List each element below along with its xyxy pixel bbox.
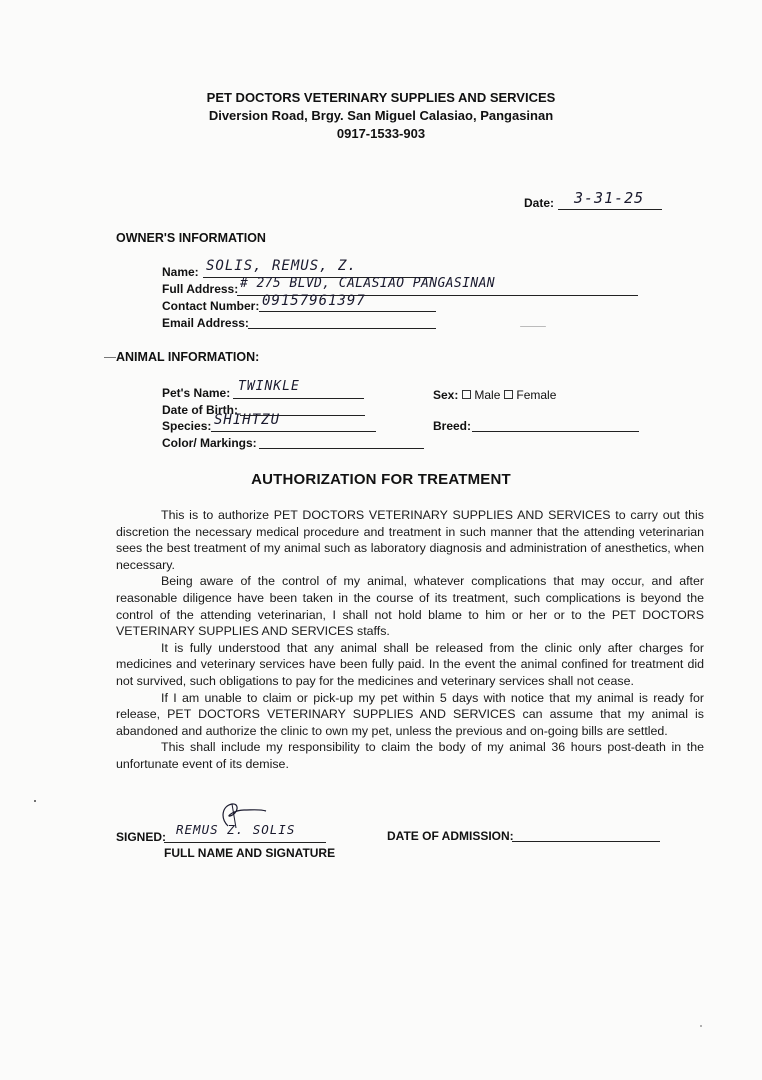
species-value: SHIHTZU — [214, 412, 281, 428]
pet-name-label: Pet's Name: — [162, 386, 231, 400]
owner-name-value: SOLIS, REMUS, Z. — [206, 258, 357, 274]
species-label: Species: — [162, 419, 212, 433]
sex-female-label: Female — [516, 388, 557, 402]
owner-email-label: Email Address: — [162, 316, 249, 330]
scan-speck — [520, 326, 546, 327]
color-label: Color/ Markings: — [162, 436, 257, 450]
signed-value: REMUS Z. SOLIS — [176, 822, 296, 837]
male-checkbox[interactable] — [462, 390, 471, 399]
clinic-address: Diversion Road, Brgy. San Miguel Calasiao, Pangasinan — [208, 108, 554, 123]
breed-field[interactable] — [472, 418, 639, 432]
signed-label: SIGNED: — [116, 830, 167, 844]
owner-address-value: # 275 BLVD, CALASIAO PANGASINAN — [240, 276, 496, 291]
date-label: Date: — [524, 196, 555, 210]
authorization-paragraph: If I am unable to claim or pick-up my pet within 5 days with notice that my animal is ready for release, PET DOCTORS VETERINARY SUPPLIES AND SERVICES can assume that my animal is abandoned and authorize the clinic to own my pet, unless the previous and on-going bills are settled. — [116, 690, 704, 738]
sex-field — [433, 386, 556, 404]
authorization-title: AUTHORIZATION FOR TREATMENT — [251, 471, 511, 488]
breed-label: Breed: — [433, 419, 472, 433]
authorization-paragraph: This is to authorize PET DOCTORS VETERINARY SUPPLIES AND SERVICES to carry out this discretion the necessary medical procedure and treatment in such manner that the attending veterinarian sees the best treatment of my animal such as laboratory diagnosis and administration of anesthetics, when necessary. — [116, 508, 704, 572]
authorization-body — [116, 507, 704, 773]
authorization-paragraph: It is fully understood that any animal shall be released from the clinic only after charges for medicines and veterinary services have been fully paid. In the event the animal confined for treatment did not survived, such obligations to pay for the medicines and veterinary services shall not cease. — [116, 640, 704, 688]
clinic-name: PET DOCTORS VETERINARY SUPPLIES AND SERVICES — [206, 90, 556, 105]
owner-contact-label: Contact Number: — [162, 299, 260, 313]
scan-speck — [700, 1025, 702, 1027]
scan-mark — [104, 357, 116, 358]
scan-speck — [34, 800, 36, 802]
sex-male-label: Male — [474, 388, 501, 402]
clinic-phone: 0917-1533-903 — [336, 126, 426, 141]
owner-name-label: Name: — [162, 265, 199, 279]
signature-caption: FULL NAME AND SIGNATURE — [164, 846, 336, 860]
owner-contact-value: 09157961397 — [262, 293, 366, 309]
authorization-paragraph: This shall include my responsibility to claim the body of my animal 36 hours post-death in the unfortunate event of its demise. — [116, 740, 704, 771]
female-checkbox[interactable] — [504, 390, 513, 399]
dob-label: Date of Birth: — [162, 403, 238, 417]
admission-label: DATE OF ADMISSION: — [387, 829, 514, 843]
date-value: 3-31-25 — [574, 189, 645, 207]
owner-email-field[interactable] — [248, 315, 436, 329]
owner-address-label: Full Address: — [162, 282, 239, 296]
authorization-paragraph: Being aware of the control of my animal, whatever complications that may occur, and after reasonable diligence have been taken in the course of its treatment, such complications is beyond the control of the attending veterinarian, I shall not hold blame to him or her or to the PET DOCTORS VETERINARY SUPPLIES AND SERVICES staffs. — [116, 574, 704, 639]
pet-name-value: TWINKLE — [238, 379, 300, 394]
admission-date-field[interactable] — [512, 828, 660, 842]
sex-label: Sex: — [433, 388, 459, 402]
color-field[interactable] — [259, 435, 424, 449]
owner-section-title: OWNER'S INFORMATION — [116, 231, 266, 245]
animal-section-title: ANIMAL INFORMATION: — [116, 350, 260, 364]
